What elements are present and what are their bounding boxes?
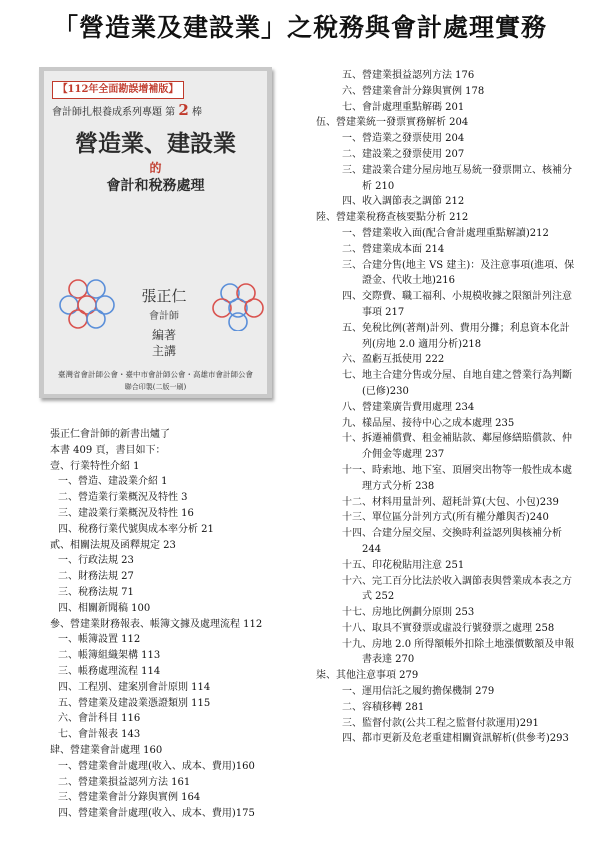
toc-item: 二、容積移轉 281 (342, 701, 425, 713)
toc-item: 九、樣品屋、接待中心之成本處理 235 (342, 417, 515, 429)
toc-item: 十六、完工百分比法於收入調節表與營業成本表之方式 252 (342, 575, 572, 603)
toc-heading: 肆、營建業會計處理 160 (50, 744, 163, 756)
cover-de: 的 (149, 161, 162, 175)
toc-item: 三、合建分售(地主 VS 建主)：及注意事項(進項、保證金、代收土地)216 (342, 259, 575, 287)
toc-item: 十八、取具不實發票或虛設行號發票之處理 258 (342, 622, 555, 634)
toc-item: 四、交際費、職工福利、小規模收據之限額計列注意事項 217 (342, 291, 572, 318)
toc-item: 一、運用信託之履約擔保機制 279 (342, 686, 495, 698)
cover-author-title: 會計師 (149, 311, 179, 322)
toc-item: 四、稅務行業代號與成本率分析 21 (58, 523, 214, 535)
toc-heading: 陸、營建業稅務查核要點分析 212 (316, 212, 469, 224)
toc-item: 二、帳簿組織架構 113 (58, 650, 161, 662)
toc-item: 五、營建業及建設業憑證類別 115 (58, 697, 211, 709)
toc-item: 八、營建業廣告費用處理 234 (342, 401, 475, 413)
toc-heading: 柒、其他注意事項 279 (316, 670, 419, 682)
toc-item: 四、都市更新及危老重建相關資訊解析(供參考)293 (342, 733, 569, 745)
toc-item: 二、營建業成本面 214 (342, 243, 445, 255)
toc-item: 一、帳簿設置 112 (58, 634, 141, 646)
cover-title: 營造業、建設業 (75, 130, 236, 157)
toc-item: 三、營建業會計分錄與實例 164 (58, 792, 201, 804)
toc-item: 二、營建業損益認列方法 161 (58, 776, 191, 788)
cover-publisher: 聯合印製(二版一刷) (124, 383, 187, 391)
toc-item: 七、會計報表 143 (58, 729, 141, 741)
toc-item: 一、營造業之發票使用 204 (342, 133, 465, 145)
toc-item: 十三、單位區分計列方式(所有權分離與否)240 (342, 512, 549, 524)
toc-item: 四、相關新聞稿 100 (58, 602, 151, 614)
toc-item: 三、建設業行業概況及特性 16 (58, 507, 194, 519)
cover-series-text: 會計師扎根養成系列專題 第 (52, 107, 176, 118)
cover-role-edit: 編著 (151, 328, 176, 342)
toc-item: 十一、時索地、地下室、頂層突出物等一般性成本處理方式分析 238 (342, 464, 572, 492)
toc-item: 十五、印花稅貼用注意 251 (342, 559, 465, 571)
cover-organizations: 臺灣省會計師公會・臺中市會計師公會・高雄市會計師公會 (58, 370, 253, 379)
toc-item: 二、建設業之發票使用 207 (342, 148, 465, 160)
toc-item: 一、營建業會計處理(收入、成本、費用)160 (58, 760, 255, 772)
circles-pattern-icon (212, 281, 264, 331)
toc-item: 三、建設業合建分屋房地互易統一發票開立、核補分析 210 (342, 164, 572, 192)
toc-item: 七、地主合建分售或分屋、自地自建之營業行為判斷(已修)230 (342, 370, 572, 397)
page-title: 「營造業及建設業」之稅務與會計處理實務 (52, 13, 547, 42)
toc-item: 六、營建業會計分錄與實例 178 (342, 85, 485, 97)
toc-right-column (316, 68, 578, 747)
toc-item: 十四、合建分屋交屋、交換時利益認列與核補分析 244 (342, 528, 562, 555)
toc-heading: 貳、相關法規及函釋規定 23 (50, 539, 176, 551)
toc-item: 二、營造業行業概況及特性 3 (58, 492, 188, 504)
toc-item: 一、營建業收入面(配合會計處理重點解讀)212 (342, 227, 549, 239)
toc-item: 二、財務法規 27 (58, 571, 134, 583)
toc-item: 六、會計科目 116 (58, 713, 141, 725)
toc-item: 三、監督付款(公共工程之監督付款運用)291 (342, 717, 539, 729)
toc-item: 六、盈虧互抵使用 222 (342, 354, 445, 366)
cover-subtitle: 會計和稅務處理 (106, 178, 205, 194)
toc-heading: 伍、營建業統一發票實務解析 204 (316, 117, 469, 129)
toc-item: 十二、材料用量計列、超耗計算(大包、小包)239 (342, 496, 559, 508)
toc-item: 五、營建業損益認列方法 176 (342, 70, 475, 81)
toc-item: 一、行政法規 23 (58, 555, 134, 567)
cover-banner: 【112年全面勘誤增補版】 (52, 81, 184, 99)
toc-item: 一、營造、建設業介紹 1 (58, 476, 168, 488)
cover-series (52, 101, 202, 119)
toc-heading: 參、營建業財務報表、帳簿文據及處理流程 112 (50, 618, 263, 630)
toc-heading: 壹、行業特性介紹 1 (50, 460, 140, 472)
book-cover-image (39, 67, 272, 398)
toc-item: 十、拆遷補償費、租金補貼款、鄰屋修繕賠償款、仲介佣金等處理 237 (342, 433, 572, 461)
toc-item: 四、工程別、建案別會計原則 114 (58, 681, 211, 693)
toc-item: 十九、房地 2.0 所得額帳外扣除土地漲價數額及申報書表達 270 (342, 638, 575, 666)
toc-item: 五、免稅比例(著劑)計列、費用分攤；利息資本化計列(房地 2.0 適用分析)218 (342, 322, 570, 350)
cover-series-number: 2 (178, 101, 189, 119)
toc-item: 十七、房地比例劃分原則 253 (342, 607, 475, 619)
circles-pattern-icon (58, 277, 120, 329)
intro-line: 張正仁會計師的新書出爐了 (50, 429, 170, 440)
toc-left-column (50, 427, 295, 822)
toc-item: 三、稅務法規 71 (58, 586, 134, 598)
book-cover (44, 71, 267, 394)
cover-author: 張正仁 (141, 287, 187, 305)
intro-line: 本書 409 頁，書目如下： (50, 444, 166, 456)
toc-item: 四、收入調節表之調節 212 (342, 196, 465, 208)
cover-role-lecture: 主講 (151, 344, 176, 358)
cover-series-suffix: 棒 (192, 107, 202, 118)
toc-item: 七、會計處理重點解碼 201 (342, 101, 465, 113)
toc-item: 四、營建業會計處理(收入、成本、費用)175 (58, 808, 255, 820)
toc-item: 三、帳務處理流程 114 (58, 665, 161, 677)
